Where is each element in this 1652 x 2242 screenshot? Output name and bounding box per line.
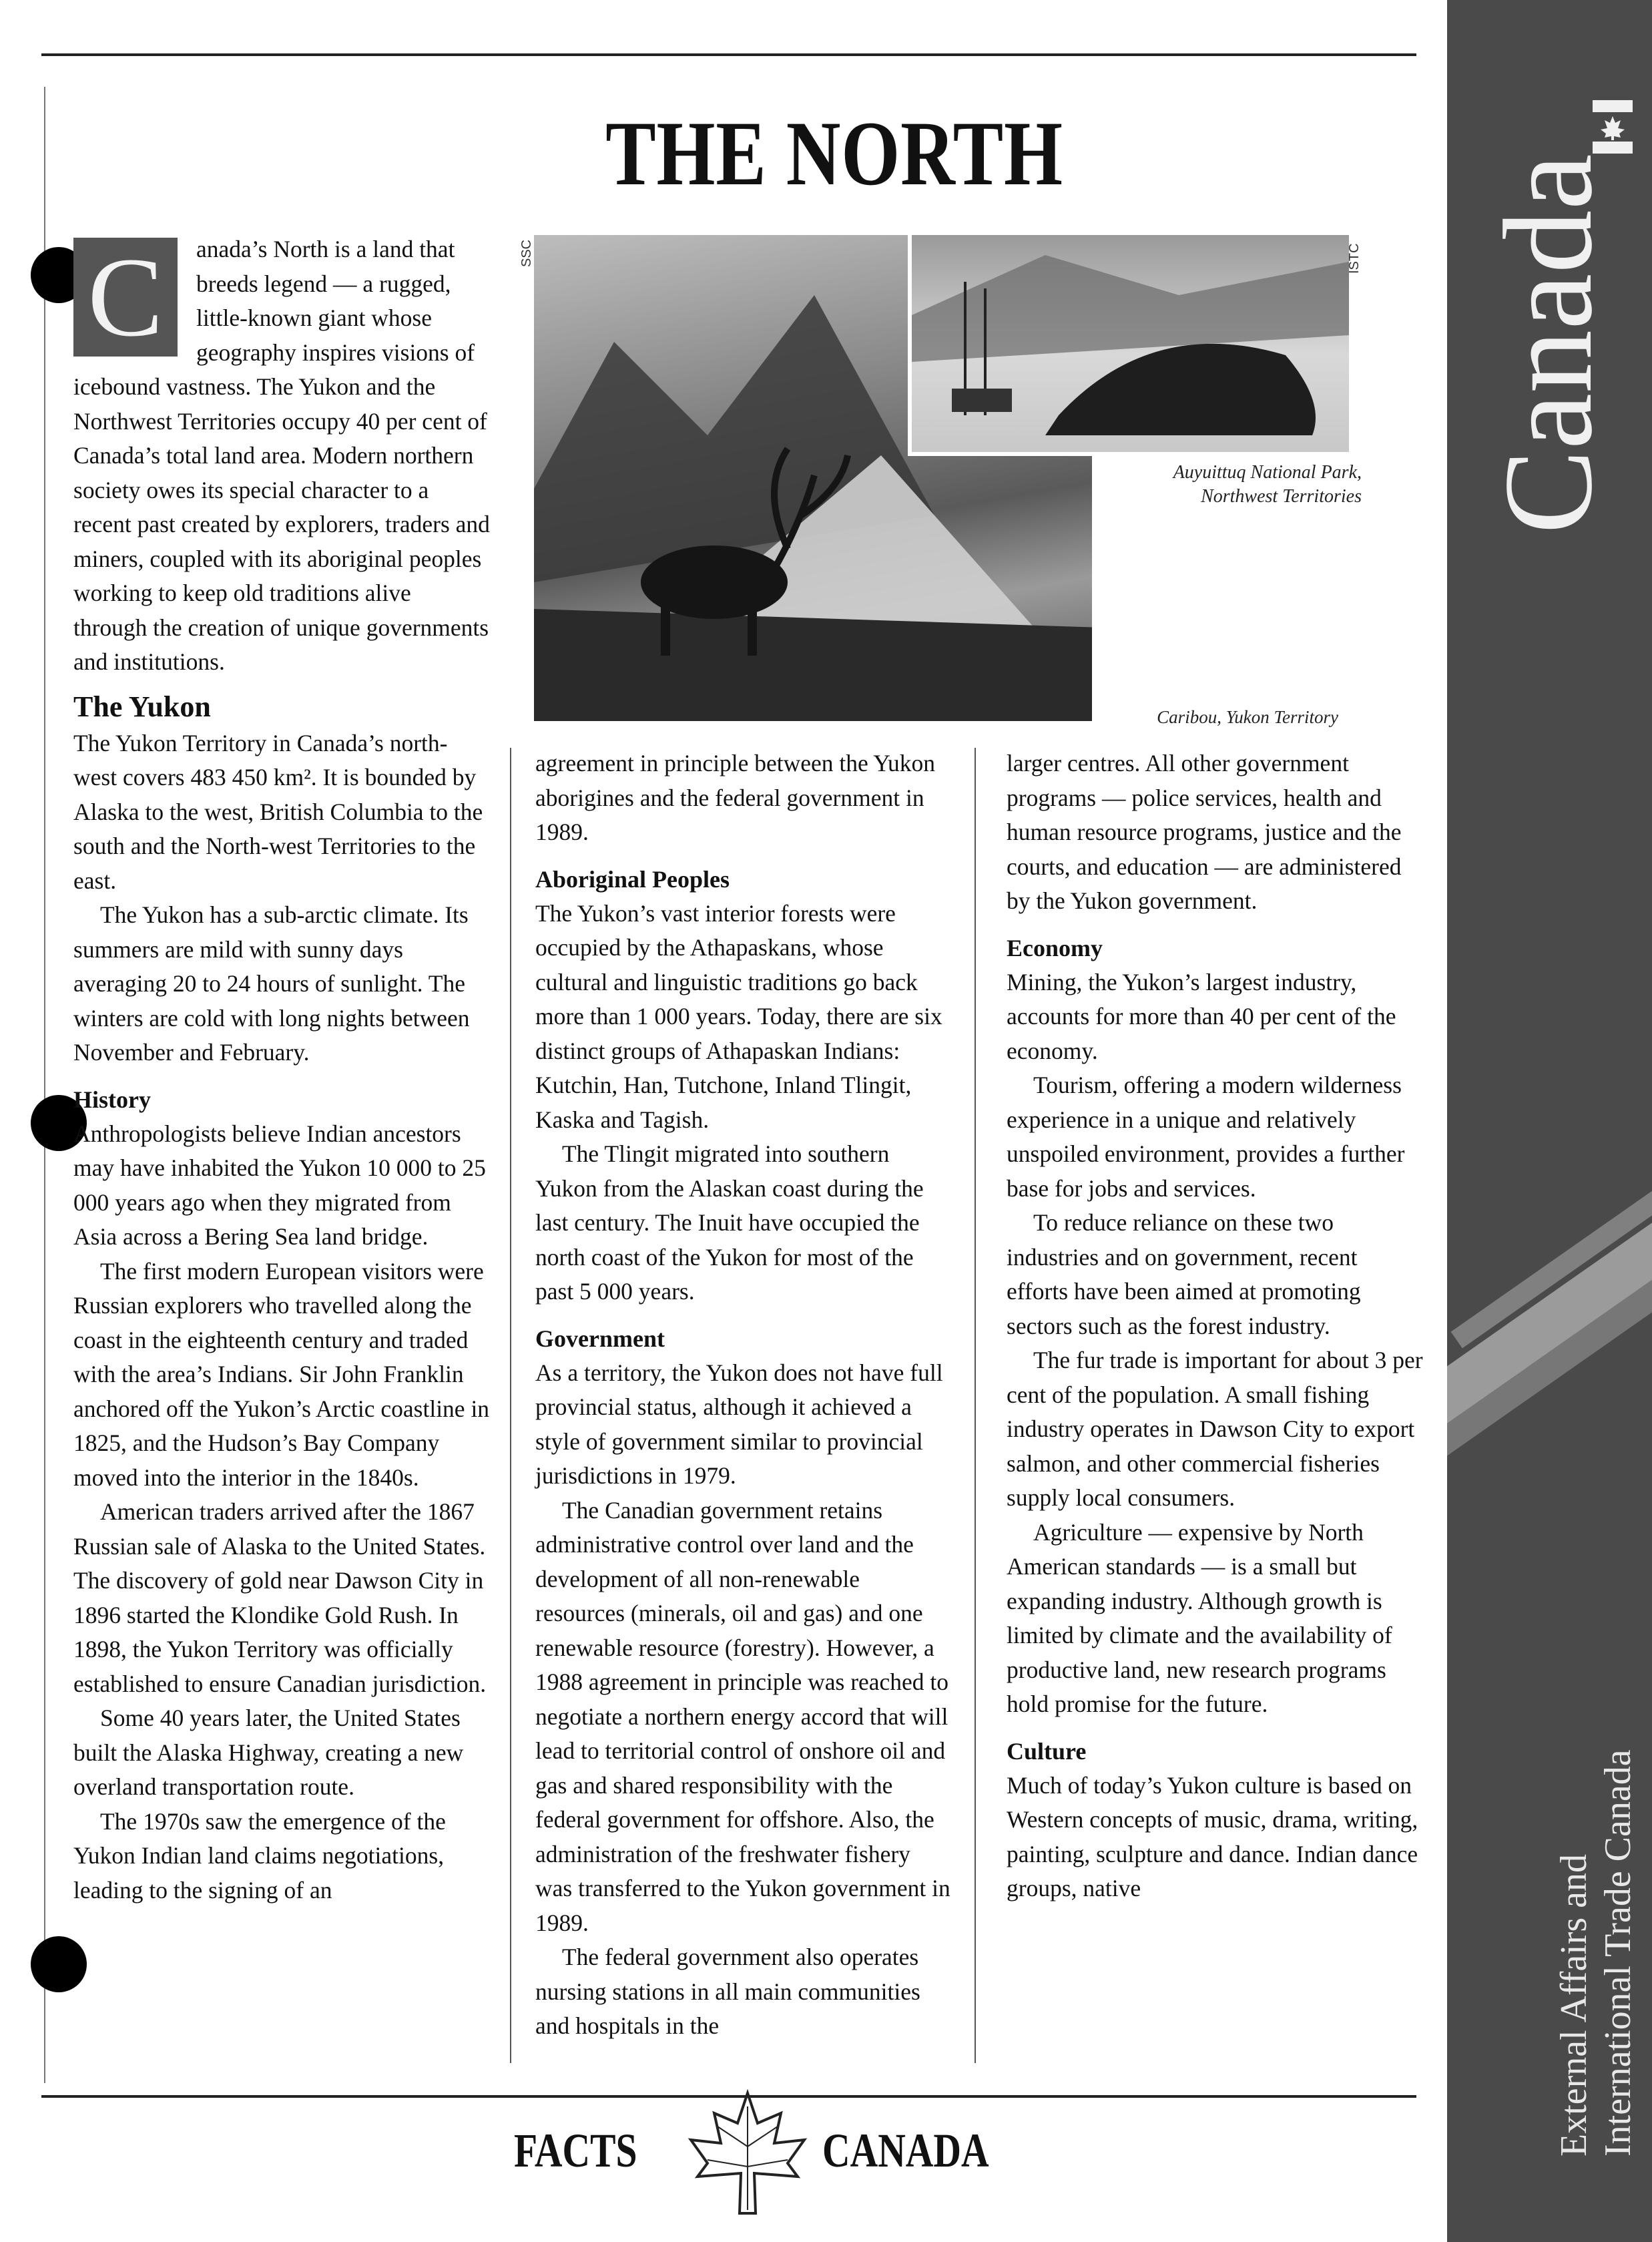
heading-history: History xyxy=(73,1086,151,1113)
department-line-1: External Affairs and xyxy=(1553,1853,1595,2157)
government-paragraph-1: As a territory, the Yukon does not have full provincial status, although it achieved a style of government similar to provincial jurisdictions in 1979. xyxy=(535,1359,943,1489)
intro-paragraph: anada’s North is a land that breeds legend — a rugged, little-known giant whose geography inspires visions of icebound vastness. The Yukon and the Northwest Territories occupy 40 per cent of Canada’s total land area. Modern northern society owes its special character to a recent past created by explorers, traders and miners, coupled with its aboriginal peoples working to keep old traditions alive through the creation of unique governments and institutions. xyxy=(73,236,490,675)
sidebar-stripe-1 xyxy=(1447,1158,1652,1425)
column-1 xyxy=(73,232,491,1908)
history-paragraph-2: The first modern European visitors were Russian explorers who travelled along the coast in the eighteenth century and traded with the area’s Indians. Sir John Franklin anchored off the Yukon’s Arctic coastline in 1825, and the Hudson’s Bay Company moved into the interior in the 1840s. xyxy=(73,1257,490,1491)
yukon-paragraph-2: The Yukon has a sub-arctic climate. Its summers are mild with sunny days averaging 20 to 24 hours of sunlight. The winters are cold with long nights between November and February. xyxy=(73,901,470,1066)
aboriginal-paragraph-1: The Yukon’s vast interior forests were occupied by the Athapaskans, whose cultural and linguistic traditions go back more than 1 000 years. Today, there are six distinct groups of Athapaskan Indians: Kutchin, Han, Tutchone, Inland Tlingit, Kaska and Tagish. xyxy=(535,899,942,1133)
col2-paragraph-0: agreement in principle between the Yukon aborigines and the federal government in 1989. xyxy=(535,750,936,845)
punch-hole-bottom xyxy=(31,1936,87,1992)
heading-the-yukon: The Yukon xyxy=(73,690,211,723)
col3-paragraph-0: larger centres. All other government programs — police services, health and human resource programs, justice and the courts, and education — are administered by the Yukon government. xyxy=(1007,750,1402,914)
canada-sidebar xyxy=(1447,0,1652,2242)
history-paragraph-5: The 1970s saw the emergence of the Yukon Indian land claims negotiations, leading to the signing of an xyxy=(73,1807,446,1903)
aboriginal-paragraph-2: The Tlingit migrated into southern Yukon from the Alaskan coast during the last century. The Inuit have occupied the north coast of the Yukon for most of the past 5 000 years. xyxy=(535,1140,924,1305)
auyuittuq-photo xyxy=(908,235,1349,456)
department-line-2: International Trade Canada xyxy=(1597,1749,1639,2157)
caption-caribou: Caribou, Yukon Territory xyxy=(1157,707,1338,727)
government-paragraph-2: The Canadian government retains administrative control over land and the development of all non-renewable resources (minerals, oil and gas) and one renewable resource (forestry). However, a 1988 agreement in principle was reached to negotiate a northern energy accord that will lead to territorial control of onshore oil and gas and shared responsibility with the federal government for offshore. Also, the administration of the freshwater fishery was transferred to the Yukon government in 1989. xyxy=(535,1496,950,1936)
history-paragraph-4: Some 40 years later, the United States built the Alaska Highway, creating a new overland transportation route. xyxy=(73,1705,464,1800)
column-2 xyxy=(535,746,952,2044)
page-title: THE NORTH xyxy=(605,102,1063,204)
footer-canada: CANADA xyxy=(822,2124,989,2177)
footer-facts: FACTS xyxy=(514,2124,637,2177)
canada-wordmark: Canada xyxy=(1478,154,1619,534)
yukon-paragraph-1: The Yukon Territory in Canada’s north-west covers 483 450 km². It is bounded by Alaska to the west, British Columbia to the south and the North-west Territories to the east. xyxy=(73,729,483,894)
tent-photo-art xyxy=(912,235,1349,452)
economy-paragraph-1: Mining, the Yukon’s largest industry, accounts for more than 40 per cent of the economy. xyxy=(1007,968,1396,1064)
economy-paragraph-5: Agriculture — expensive by North American standards — is a small but expanding industry. Although growth is limited by climate and the availability of productive land, new research programs hold promise for the future. xyxy=(1007,1518,1392,1717)
history-paragraph-1: Anthropologists believe Indian ancestors may have inhabited the Yukon 10 000 to 25 000 years ago when they migrated from Asia across a Bering Sea land bridge. xyxy=(73,1120,486,1250)
column-divider-2 xyxy=(975,748,976,2063)
drop-cap: C xyxy=(73,238,178,357)
heading-culture: Culture xyxy=(1007,1737,1087,1765)
canada-flag-icon xyxy=(1593,100,1633,154)
history-paragraph-3: American traders arrived after the 1867 Russian sale of Alaska to the United States. The discovery of gold near Dawson City in 1896 started the Klondike Gold Rush. In 1898, the Yukon Territory was officially established to ensure Canadian jurisdiction. xyxy=(73,1498,487,1697)
photo-credit-left: SSC xyxy=(519,239,534,267)
heading-government: Government xyxy=(535,1325,665,1352)
photo-credit-right: ISTC xyxy=(1347,243,1362,274)
economy-paragraph-3: To reduce reliance on these two industries and on government, recent efforts have been aimed at promoting sectors such as the forest industry. xyxy=(1007,1209,1361,1339)
heading-economy: Economy xyxy=(1007,934,1103,961)
economy-paragraph-2: Tourism, offering a modern wilderness experience in a unique and relatively unspoiled environment, provides a further base for jobs and services. xyxy=(1007,1072,1405,1202)
culture-paragraph-1: Much of today’s Yukon culture is based on Western concepts of music, drama, writing, painting, sculpture and dance. Indian dance groups, native xyxy=(1007,1771,1418,1901)
column-divider-1 xyxy=(510,748,511,2063)
left-margin-line xyxy=(44,87,45,2083)
column-3 xyxy=(1007,746,1424,1906)
heading-aboriginal-peoples: Aboriginal Peoples xyxy=(535,865,730,893)
caption-auyuittuq: Auyuittuq National Park, Northwest Territories xyxy=(1173,462,1362,507)
maple-leaf-icon xyxy=(681,2086,814,2220)
government-paragraph-3: The federal government also operates nursing stations in all main communities and hospitals in the xyxy=(535,1944,920,2039)
economy-paragraph-4: The fur trade is important for about 3 per cent of the population. A small fishing industry operates in Dawson City to export salmon, and other commercial fisheries supply local consumers. xyxy=(1007,1347,1423,1511)
top-rule xyxy=(41,53,1416,56)
